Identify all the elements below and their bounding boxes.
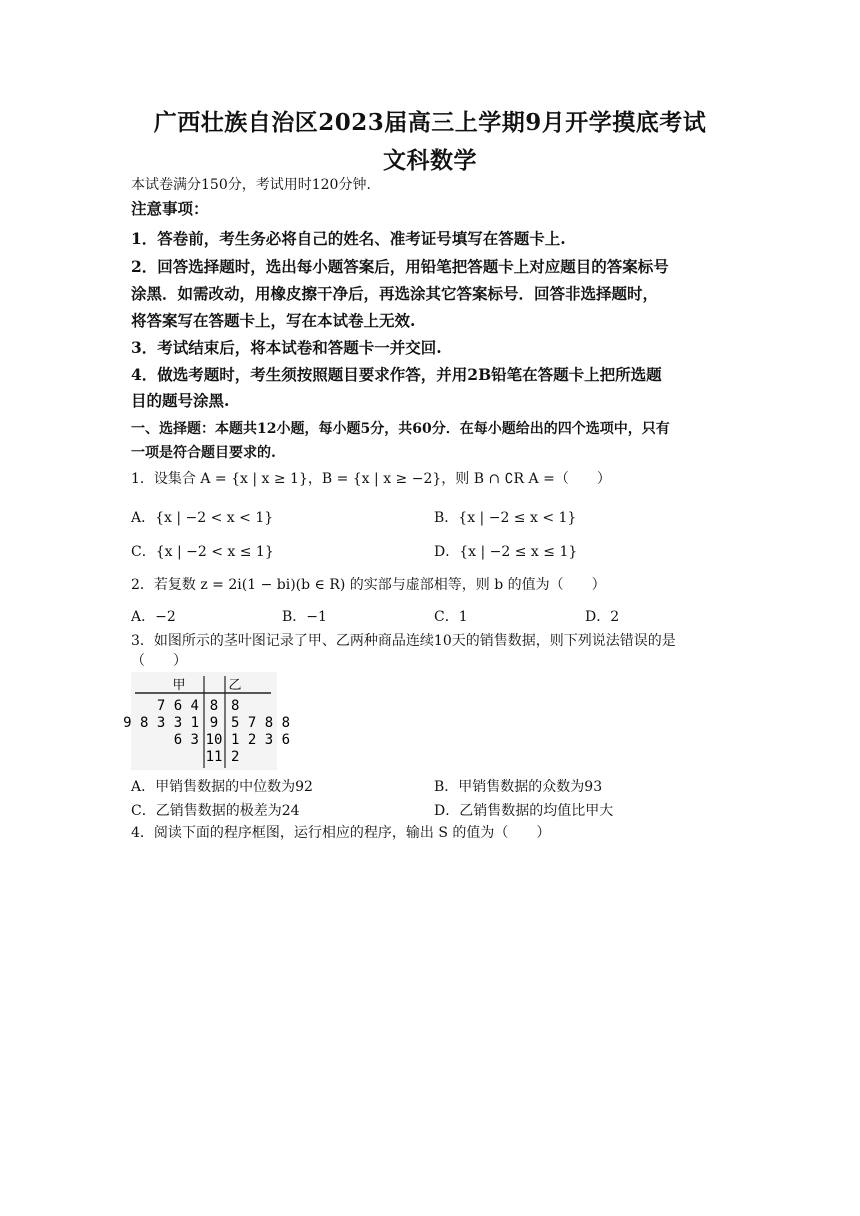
q1-option-b: B．{x | −2 ≤ x < 1} <box>434 510 577 526</box>
notice-item: 4．做选考题时，考生须按照题目要求作答，并用2B铅笔在答题卡上把所选题 <box>131 365 662 384</box>
stem-leaf-plot <box>123 672 291 770</box>
stemleaf-right-leaves: 5 7 8 8 <box>231 715 291 731</box>
stemleaf-right-leaves: 8 <box>231 698 240 714</box>
q1-option-a: A．{x | −2 < x < 1} <box>131 510 274 526</box>
q2-option-a: A．−2 <box>131 609 176 625</box>
notice-item: 目的题号涂黑. <box>131 391 230 410</box>
notice-item: 将答案写在答题卡上，写在本试卷上无效. <box>131 311 416 330</box>
q1-option-d: D．{x | −2 ≤ x ≤ 1} <box>434 544 578 560</box>
question-3-stem: 3．如图所示的茎叶图记录了甲、乙两种商品连续10天的销售数据，则下列说法错误的是 <box>131 633 676 649</box>
q3-option-b: B．甲销售数据的众数为93 <box>434 779 603 795</box>
stemleaf-right-leaves: 1 2 3 6 <box>231 732 291 748</box>
q2-option-b: B．−1 <box>282 609 327 625</box>
q1-option-c: C．{x | −2 < x ≤ 1} <box>131 544 274 560</box>
stemleaf-left-leaves: 9 8 3 3 1 <box>123 715 199 731</box>
section-heading: 一、选择题：本题共12小题，每小题5分，共60分．在每小题给出的四个选项中，只有 <box>131 421 670 437</box>
q2-option-d: D．2 <box>585 609 620 625</box>
question-1-stem: 1．设集合 A = {x | x ≥ 1}，B = {x | x ≥ −2}，则 B ∩ ∁R A =（ ） <box>131 471 611 487</box>
notice-item: 1．答卷前，考生务必将自己的姓名、准考证号填写在答题卡上. <box>131 229 566 248</box>
stemleaf-left-header: 甲 <box>172 678 186 693</box>
stemleaf-left-leaves: 7 6 4 <box>156 698 199 714</box>
notice-heading: 注意事项： <box>131 199 209 218</box>
stemleaf-right-leaves: 2 <box>231 749 240 765</box>
exam-title: 广西壮族自治区2023届高三上学期9月开学摸底考试 <box>153 109 707 136</box>
q3-option-c: C．乙销售数据的极差为24 <box>131 803 300 819</box>
intro-text: 本试卷满分150分，考试用时120分钟. <box>131 177 371 193</box>
exam-subtitle: 文科数学 <box>383 147 477 174</box>
q3-option-d: D．乙销售数据的均值比甲大 <box>434 803 614 819</box>
q2-option-c: C．1 <box>434 609 468 625</box>
question-3-stem-cont: （ ） <box>131 653 187 669</box>
question-4-stem: 4．阅读下面的程序框图，运行相应的程序，输出 S 的值为（ ） <box>131 825 551 841</box>
stemleaf-right-header: 乙 <box>228 678 242 693</box>
notice-item: 涂黑．如需改动，用橡皮擦干净后，再选涂其它答案标号．回答非选择题时， <box>131 284 659 303</box>
notice-item: 2．回答选择题时，选出每小题答案后，用铅笔把答题卡上对应题目的答案标号 <box>131 257 669 276</box>
question-2-stem: 2．若复数 z = 2i(1 − bi)(b ∈ R) 的实部与虚部相等，则 b 的值为（ ） <box>131 577 606 593</box>
stemleaf-stem: 11 <box>205 749 223 765</box>
stemleaf-stem: 9 <box>209 715 219 731</box>
section-heading-cont: 一项是符合题目要求的. <box>131 445 276 461</box>
stemleaf-left-leaves: 6 3 <box>173 732 199 748</box>
notice-item: 3．考试结束后，将本试卷和答题卡一并交回. <box>131 338 442 357</box>
stemleaf-stem: 10 <box>205 732 223 748</box>
stemleaf-stem: 8 <box>209 698 219 714</box>
q3-option-a: A．甲销售数据的中位数为92 <box>131 779 313 795</box>
